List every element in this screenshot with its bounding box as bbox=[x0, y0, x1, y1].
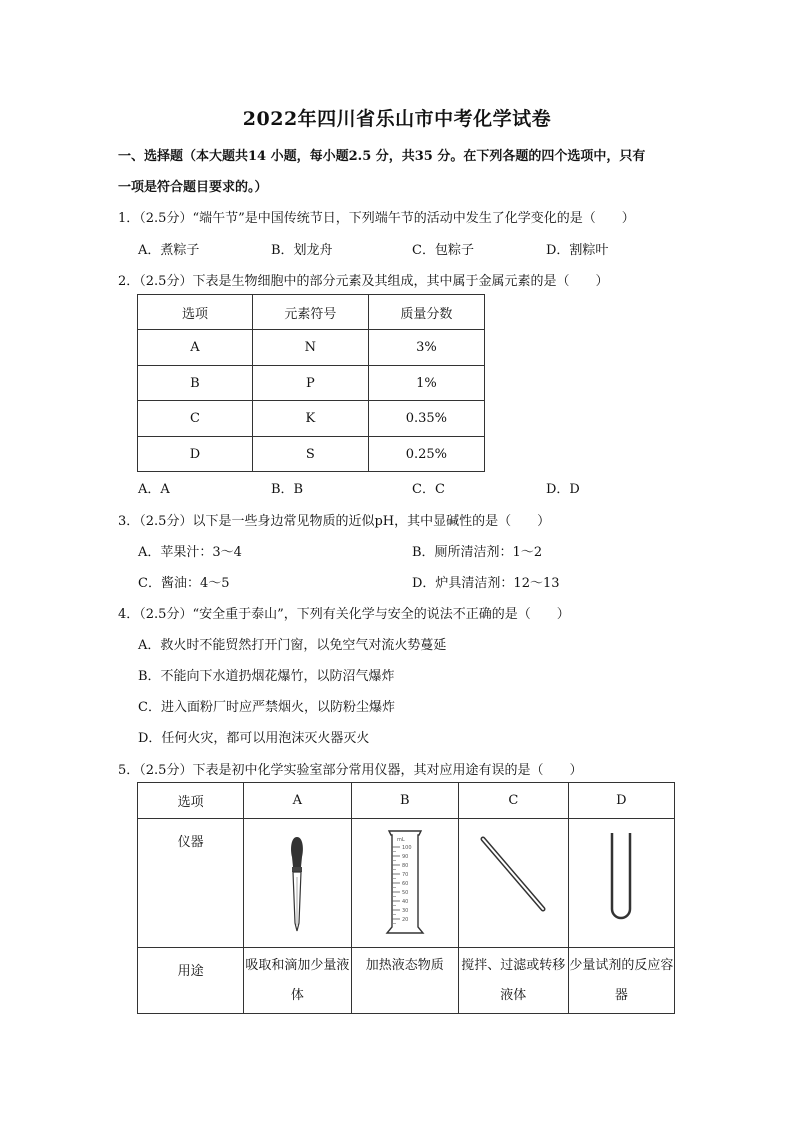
section-heading-line1: 一、选择题（本大题共14 小题，每小题2.5 分，共35 分。在下列各题的四个选项中，只有 bbox=[118, 149, 646, 164]
table-header: 质量分数 bbox=[368, 295, 484, 330]
page-title: 2022年四川省乐山市中考化学试卷 bbox=[242, 108, 552, 130]
use-cell-a: 吸取和滴加少量液体 bbox=[244, 948, 351, 1014]
q3-option-b: B．厕所清洁剂：1～2 bbox=[412, 545, 543, 560]
table-row bbox=[138, 330, 485, 366]
test-tube-icon bbox=[606, 829, 636, 925]
section-heading-line2: 一项是符合题目要求的。） bbox=[118, 180, 268, 195]
question-2-stem: 2．（2.5分）下表是生物细胞中的部分元素及其组成，其中属于金属元素的是（ ） bbox=[118, 274, 609, 289]
table-cell: S bbox=[252, 437, 368, 472]
q2-option-b: B．B bbox=[271, 482, 304, 497]
table-cell: B bbox=[138, 366, 253, 401]
cylinder-tick-label: 30 bbox=[401, 907, 409, 914]
table-header: 选项 bbox=[138, 783, 244, 819]
instrument-cell-c bbox=[458, 819, 568, 948]
table-row bbox=[138, 401, 485, 437]
cylinder-tick-label: 90 bbox=[401, 853, 409, 860]
cylinder-tick-label: 70 bbox=[401, 871, 409, 878]
q1-option-d: D．割粽叶 bbox=[546, 243, 609, 258]
table-header: 选项 bbox=[138, 295, 253, 330]
table-header: D bbox=[568, 783, 674, 819]
row-label-instrument: 仪器 bbox=[138, 819, 244, 948]
cylinder-tick-label: 100 bbox=[401, 844, 412, 851]
table-row bbox=[138, 948, 675, 1014]
q4-option-c: C．进入面粉厂时应严禁烟火，以防粉尘爆炸 bbox=[138, 700, 395, 715]
q1-option-b: B．划龙舟 bbox=[271, 243, 333, 258]
table-cell: A bbox=[138, 330, 253, 366]
graduated-cylinder-icon bbox=[383, 827, 427, 939]
instrument-cell-d bbox=[568, 819, 674, 948]
question-3-stem: 3．（2.5分）以下是一些身边常见物质的近似pH，其中显碱性的是（ ） bbox=[118, 514, 551, 529]
q1-option-a: A．煮粽子 bbox=[138, 243, 200, 258]
table-header: A bbox=[244, 783, 351, 819]
table-cell: P bbox=[252, 366, 368, 401]
dropper-icon bbox=[277, 827, 317, 937]
table-cell: 0.25% bbox=[368, 437, 484, 472]
cylinder-tick-label: 20 bbox=[401, 916, 409, 923]
table-cell: D bbox=[138, 437, 253, 472]
q3-option-c: C．酱油：4～5 bbox=[138, 576, 230, 591]
cylinder-tick-label: 40 bbox=[401, 898, 409, 905]
glass-rod-icon bbox=[473, 831, 553, 921]
cylinder-tick-label: 60 bbox=[401, 880, 409, 887]
q4-option-d: D．任何火灾，都可以用泡沫灭火器灭火 bbox=[138, 731, 370, 746]
cylinder-unit-label: mL bbox=[396, 837, 405, 843]
cylinder-tick-label: 80 bbox=[401, 862, 409, 869]
table-cell: C bbox=[138, 401, 253, 437]
element-table bbox=[137, 294, 485, 472]
q3-option-d: D．炉具清洁剂：12～13 bbox=[412, 576, 560, 591]
cylinder-tick-label: 50 bbox=[401, 889, 409, 896]
q4-option-a: A．救火时不能贸然打开门窗，以免空气对流火势蔓延 bbox=[138, 638, 447, 653]
table-header: 元素符号 bbox=[252, 295, 368, 330]
question-4-stem: 4．（2.5分）“安全重于泰山”，下列有关化学与安全的说法不正确的是（ ） bbox=[118, 607, 570, 622]
instrument-cell-a bbox=[244, 819, 351, 948]
instrument-table bbox=[137, 782, 675, 1014]
q2-option-d: D．D bbox=[546, 482, 580, 497]
q3-option-a: A．苹果汁：3～4 bbox=[138, 545, 242, 560]
use-cell-b: 加热液态物质 bbox=[351, 948, 458, 1014]
table-cell: 3% bbox=[368, 330, 484, 366]
q2-option-c: C．C bbox=[412, 482, 445, 497]
table-cell: 1% bbox=[368, 366, 484, 401]
table-cell: 0.35% bbox=[368, 401, 484, 437]
table-header: B bbox=[351, 783, 458, 819]
row-label-use: 用途 bbox=[138, 948, 244, 1014]
table-row bbox=[138, 819, 675, 948]
q4-option-b: B．不能向下水道扔烟花爆竹，以防沼气爆炸 bbox=[138, 669, 395, 684]
table-cell: N bbox=[252, 330, 368, 366]
table-row bbox=[138, 366, 485, 401]
q1-option-c: C．包粽子 bbox=[412, 243, 474, 258]
use-cell-c: 搅拌、过滤或转移液体 bbox=[458, 948, 568, 1014]
table-cell: K bbox=[252, 401, 368, 437]
q2-option-a: A．A bbox=[138, 482, 170, 497]
question-5-stem: 5．（2.5分）下表是初中化学实验室部分常用仪器，其对应用途有误的是（ ） bbox=[118, 763, 583, 778]
use-cell-d: 少量试剂的反应容器 bbox=[568, 948, 674, 1014]
table-row bbox=[138, 437, 485, 472]
instrument-cell-b bbox=[351, 819, 458, 948]
table-header: C bbox=[458, 783, 568, 819]
question-1-stem: 1．（2.5分）“端午节”是中国传统节日，下列端午节的活动中发生了化学变化的是（ ） bbox=[118, 211, 635, 226]
